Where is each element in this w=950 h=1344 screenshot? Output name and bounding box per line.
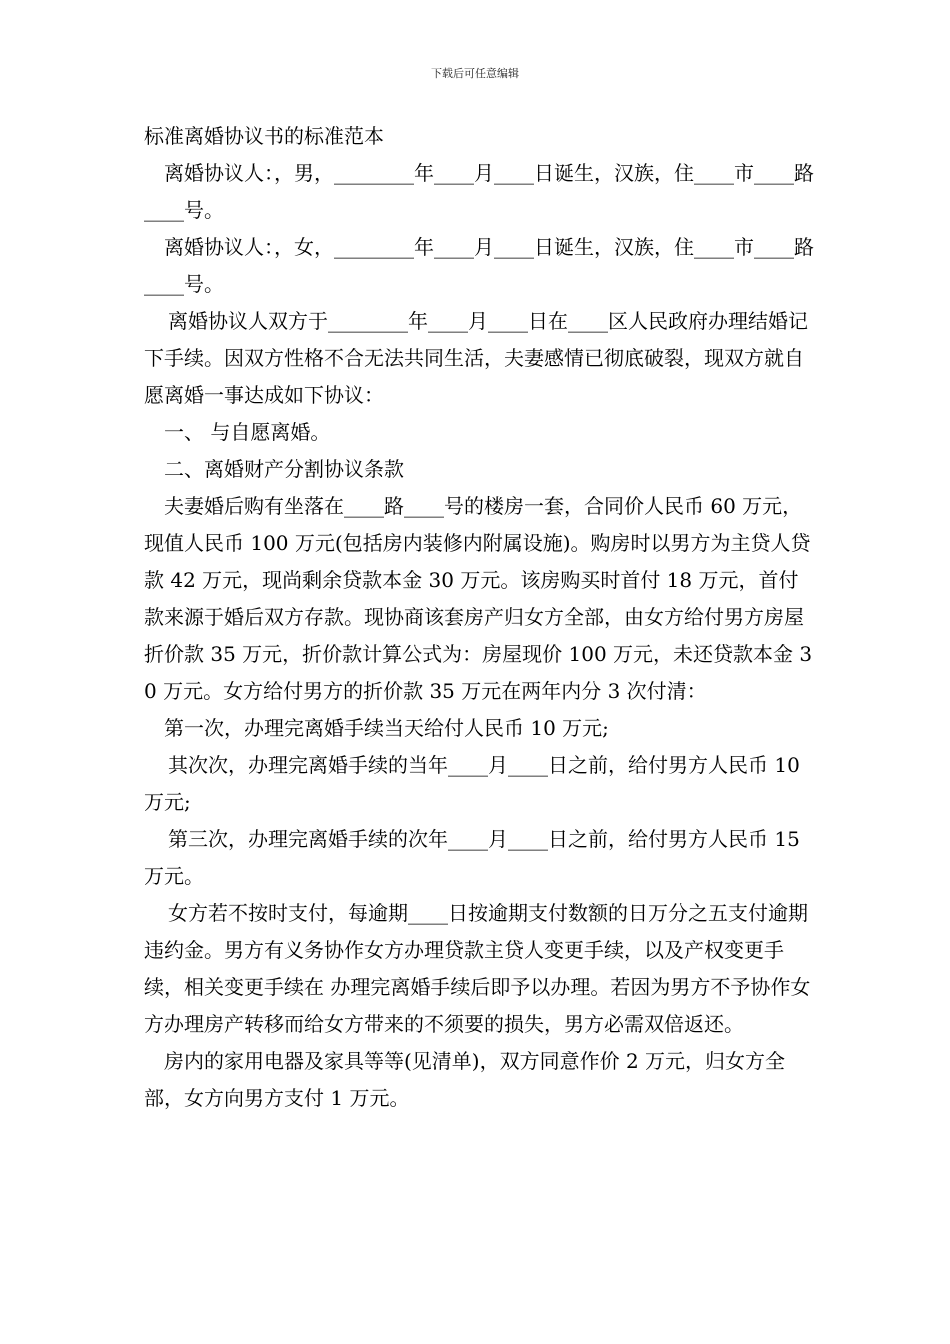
third-payment-paragraph: 第三次，办理完离婚手续的次年____月____日之前，给付男方人民币 15 万元。 xyxy=(144,827,800,888)
clause-one-paragraph: 一、 与自愿离婚。 xyxy=(164,420,331,444)
document-body xyxy=(144,118,816,1117)
property-division-paragraph: 夫妻婚后购有坐落在____路____号的楼房一套，合同价人民币 60 万元，现值人民币 100 万元(包括房内装修内附属设施)。购房时以男方为主贷人贷款 42 万元，现尚剩余贷款本金 30 万元。该房购买时首付 18 万元，首付款来源于婚后双方存款。现协商该套房产归女方全部，由女方给付男方房屋折价款 35 万元，折价款计算公式为：房屋现价 100 万元，未还贷款本金 30 万元。女方给付男方的折价款 35 万元在两年内分 3 次付清： xyxy=(144,494,813,703)
marriage-registration-paragraph: 离婚协议人双方于________年____月____日在____区人民政府办理结婚记下手续。因双方性格不合无法共同生活，夫妻感情已彻底破裂，现双方就自愿离婚一事达成如下协议： xyxy=(144,309,808,407)
party-woman-paragraph: 离婚协议人：，女，________年____月____日诞生，汉族，住____市____路____号。 xyxy=(144,235,814,296)
clause-two-heading: 二、离婚财产分割协议条款 xyxy=(164,457,404,481)
party-man-paragraph: 离婚协议人：，男，________年____月____日诞生，汉族，住____市____路____号。 xyxy=(144,161,814,222)
first-payment-paragraph: 第一次，办理完离婚手续当天给付人民币 10 万元; xyxy=(164,716,609,740)
page-header-note: 下载后可任意编辑 xyxy=(431,67,519,80)
appliances-paragraph: 房内的家用电器及家具等等(见清单)，双方同意作价 2 万元，归女方全部，女方向男方支付 1 万元。 xyxy=(144,1049,786,1110)
document-title: 标准离婚协议书的标准范本 xyxy=(144,124,384,148)
late-payment-paragraph: 女方若不按时支付，每逾期____日按逾期支付数额的日万分之五支付逾期违约金。男方有义务协作女方办理贷款主贷人变更手续，以及产权变更手续，相关变更手续在 办理完离婚手续后即予以办理。若因为男方不予协作女方办理房产转移而给女方带来的不须要的损失，男方必需双倍返还。 xyxy=(144,901,811,1036)
second-payment-paragraph: 其次次，办理完离婚手续的当年____月____日之前，给付男方人民币 10 万元; xyxy=(144,753,800,814)
